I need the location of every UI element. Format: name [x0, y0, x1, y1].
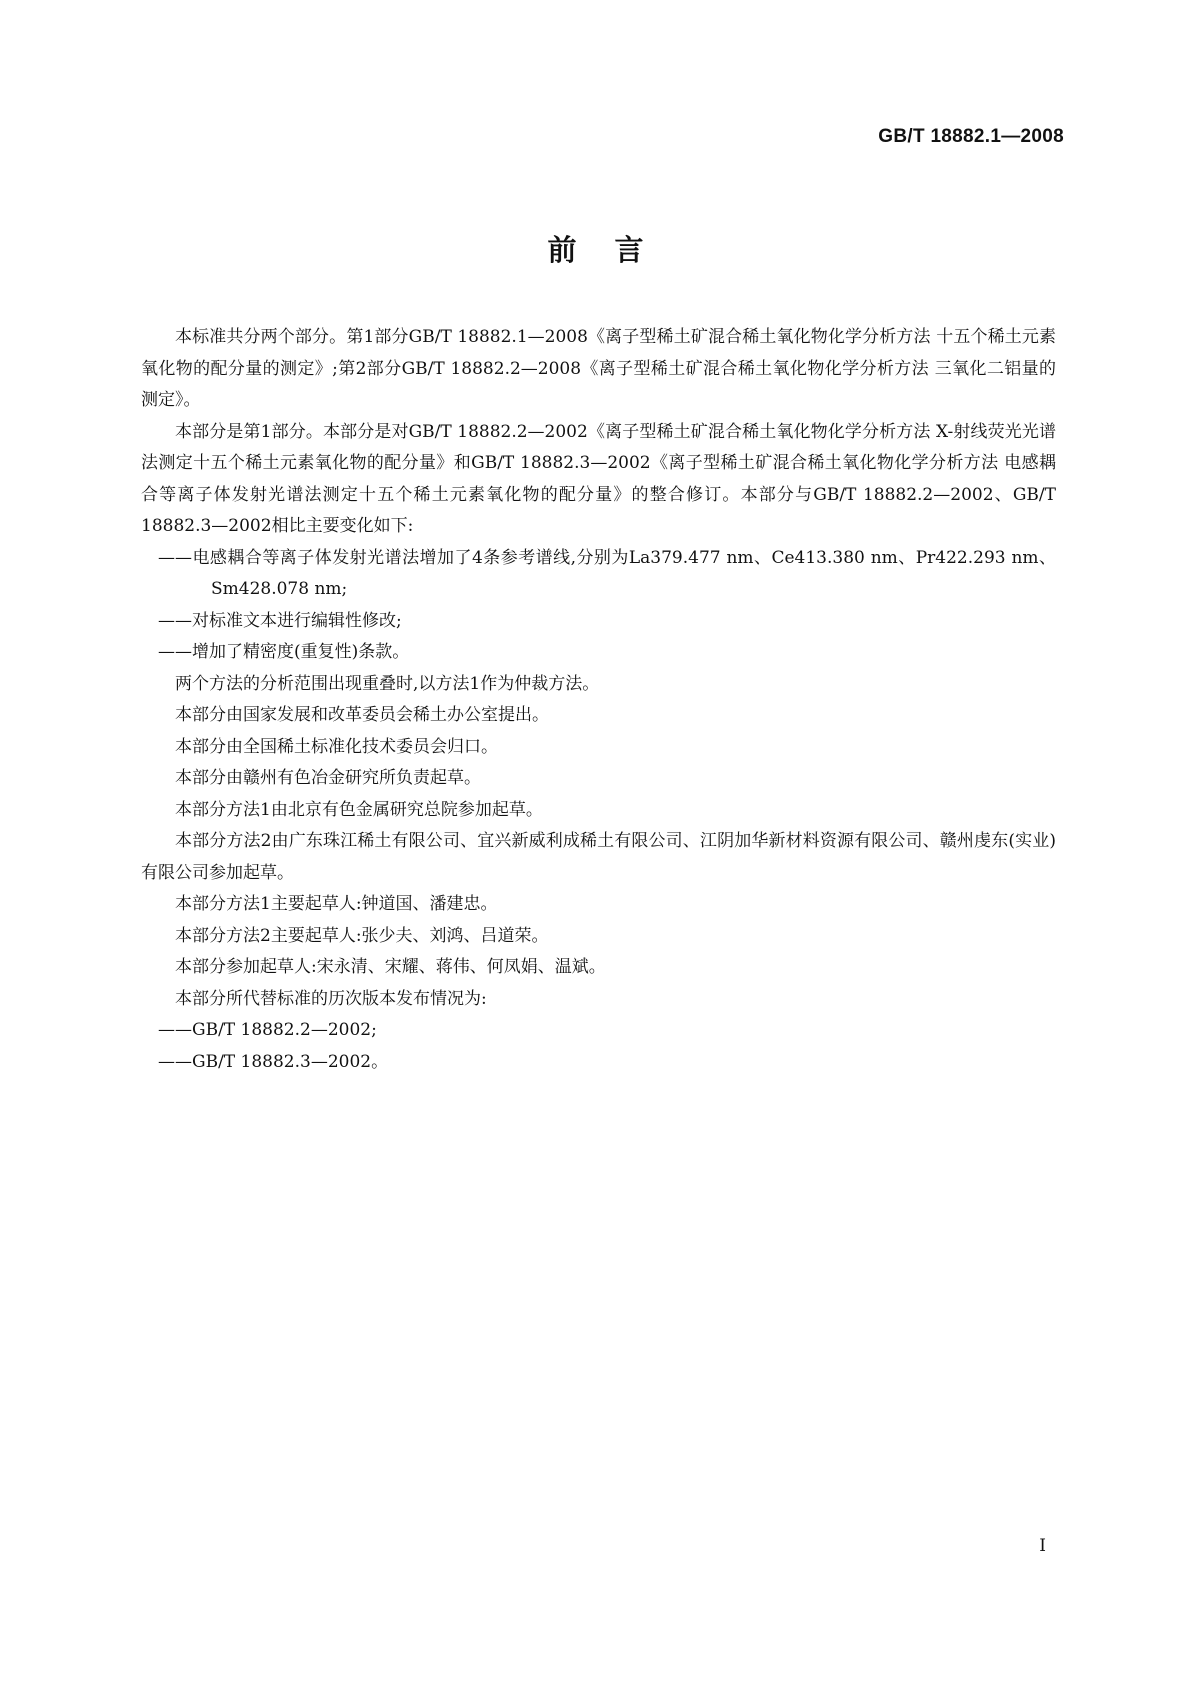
statement-centralized-by: 本部分由全国稀土标准化技术委员会归口。	[175, 736, 498, 757]
statement-method2-drafters: 本部分方法2主要起草人:张少夫、刘鸿、吕道荣。	[175, 925, 549, 946]
statement-arbitration: 两个方法的分析范围出现重叠时,以方法1作为仲裁方法。	[175, 673, 600, 694]
change-item-spectral-lines: ——电感耦合等离子体发射光谱法增加了4条参考谱线,分别为La379.477 nm、Ce413.380 nm、Pr422.293 nm、Sm428.078 nm;	[158, 547, 1056, 599]
page-title: 前言	[547, 233, 682, 267]
paragraph-revision-info: 本部分是第1部分。本部分是对GB/T 18882.2—2002《离子型稀土矿混合稀土氧化物化学分析方法 X-射线荧光光谱法测定十五个稀土元素氧化物的配分量》和GB/T 18882.3—2002《离子型稀土矿混合稀土氧化物化学分析方法 电感耦合等离子体发射光谱法测定十五个稀土元素氧化物的配分量》的整合修订。本部分与GB/T 18882.2—2002、GB/T 18882.3—2002相比主要变化如下:	[141, 421, 1056, 536]
change-item-precision: ——增加了精密度(重复性)条款。	[158, 642, 410, 662]
replaced-version-item: ——GB/T 18882.2—2002;	[158, 1020, 377, 1040]
change-item-editorial: ——对标准文本进行编辑性修改;	[158, 610, 402, 631]
statement-method2-participants: 本部分方法2由广东珠江稀土有限公司、宜兴新威利成稀土有限公司、江阴加华新材料资源有限公司、赣州虔东(实业)有限公司参加起草。	[141, 831, 1056, 883]
paragraph-parts-overview: 本标准共分两个部分。第1部分GB/T 18882.1—2008《离子型稀土矿混合稀土氧化物化学分析方法 十五个稀土元素氧化物的配分量的测定》;第2部分GB/T 18882.2—2008《离子型稀土矿混合稀土氧化物化学分析方法 三氧化二铝量的测定》。	[141, 327, 1056, 410]
replaced-version-item: ——GB/T 18882.3—2002。	[158, 1051, 389, 1072]
foreword-body	[141, 322, 1056, 1078]
statement-replaced-versions-intro: 本部分所代替标准的历次版本发布情况为:	[175, 988, 487, 1009]
statement-proposed-by: 本部分由国家发展和改革委员会稀土办公室提出。	[175, 705, 549, 725]
statement-method1-participant: 本部分方法1由北京有色金属研究总院参加起草。	[175, 799, 543, 820]
standard-number: GB/T 18882.1—2008	[878, 126, 1064, 147]
statement-drafted-by: 本部分由赣州有色冶金研究所负责起草。	[175, 768, 481, 788]
page-number: I	[1039, 1536, 1046, 1556]
statement-method1-drafters: 本部分方法1主要起草人:钟道国、潘建忠。	[175, 894, 498, 914]
statement-participating-drafters: 本部分参加起草人:宋永清、宋耀、蒋伟、何凤娟、温斌。	[175, 957, 606, 977]
